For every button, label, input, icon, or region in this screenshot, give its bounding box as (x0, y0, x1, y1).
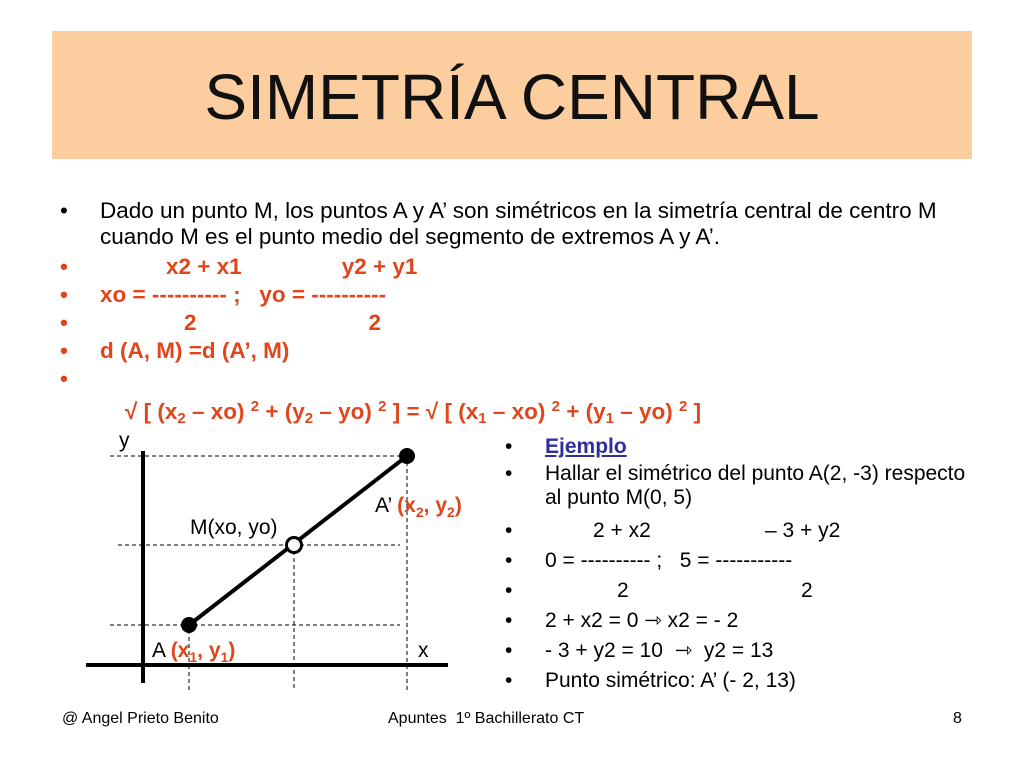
coord-part: , y (197, 639, 221, 662)
coord-part: (x (397, 494, 416, 517)
sqrt-part: ] (687, 399, 702, 424)
example-statement-item (505, 462, 975, 516)
bullet-numerators (60, 253, 970, 281)
point-m (287, 538, 302, 553)
point-a (181, 617, 197, 633)
example-numerator-y: – 3 + y2 (765, 519, 841, 542)
example-equation: 0 = ---------- ; 5 = ----------- (545, 549, 793, 572)
bullet-dot: • (60, 310, 68, 335)
x-axis-label: x (418, 639, 429, 662)
y-axis-label: y (119, 429, 130, 452)
example-solve-x-item (505, 606, 975, 636)
coord-part: ) (454, 494, 462, 517)
bullet-dot: • (505, 435, 513, 458)
denominator-y: 2 (368, 310, 382, 335)
example-equation-item (505, 546, 975, 576)
sqrt-sup: 2 (378, 398, 387, 415)
point-a-coord (171, 639, 236, 665)
example-heading: Ejemplo (545, 435, 627, 458)
example-solve-x: 2 + x2 = 0 ⇾ x2 = - 2 (545, 609, 739, 632)
midpoint-formula: xo = ---------- ; yo = ---------- (100, 282, 387, 307)
coord-sub: 1 (220, 649, 229, 665)
point-a2-coord (397, 494, 462, 520)
sqrt-part: – yo) (613, 399, 679, 424)
example-denominators-item (505, 576, 975, 606)
coord-sub: 2 (447, 504, 455, 520)
coord-sub: 2 (415, 504, 424, 520)
point-a-name: A (152, 639, 171, 662)
coord-part: , y (423, 494, 448, 517)
point-a-label (152, 639, 235, 665)
example-solve-y-item (505, 636, 975, 666)
bullet-dot: • (505, 462, 513, 485)
example-denominator-x: 2 (617, 579, 629, 602)
bullet-definition (60, 198, 970, 253)
sqrt-sub: 2 (177, 410, 186, 427)
example-solve-y: - 3 + y2 = 10 ⇾ y2 = 13 (545, 639, 774, 662)
bullet-dot: • (60, 254, 68, 279)
bullet-denominators (60, 309, 970, 337)
bullet-dot: • (505, 549, 513, 572)
coord-part: ) (228, 639, 236, 662)
sqrt-part: – yo) (313, 399, 379, 424)
bullet-dot: • (60, 366, 68, 391)
bullet-dot: • (60, 338, 68, 363)
definition-text: Dado un punto M, los puntos A y A’ son simétricos en la simetría central de centro M cuando M es el punto medio del segmento de extremos A y A’. (100, 198, 937, 249)
bullet-dot: • (505, 609, 513, 632)
slide-title: SIMETRÍA CENTRAL (204, 61, 820, 133)
coord-part: (x (170, 639, 190, 662)
example-bullets (505, 432, 975, 696)
numerator-x: x2 + x1 (166, 254, 242, 279)
bullet-dot: • (60, 198, 68, 223)
sqrt-sub: 1 (605, 410, 614, 427)
sqrt-part: √ [ (x (125, 399, 178, 424)
distance-text: d (A, M) =d (A’, M) (100, 338, 290, 363)
bullet-distance (60, 337, 970, 365)
sqrt-sup: 2 (678, 398, 688, 415)
example-numerator-x: 2 + x2 (593, 519, 651, 542)
point-a2-label (375, 494, 462, 520)
sqrt-sup: 2 (250, 398, 260, 415)
bullet-dot: • (505, 669, 513, 692)
denominator-x: 2 (184, 310, 197, 335)
bullet-dot: • (60, 282, 68, 307)
point-a2-name: A’ (375, 494, 398, 517)
bullet-dot: • (505, 519, 513, 542)
sqrt-part: – xo) (486, 399, 552, 424)
sqrt-part: + (y (559, 399, 606, 424)
point-a2 (399, 448, 415, 464)
sqrt-part: ] = √ [ (x (386, 399, 479, 424)
example-heading-item (505, 432, 975, 462)
example-result: Punto simétrico: A’ (- 2, 13) (545, 669, 796, 692)
footer-page-number: 8 (953, 710, 962, 727)
footer-author: @ Angel Prieto Benito (62, 710, 219, 727)
bullet-midpoint-formula (60, 281, 970, 309)
bullet-dot: • (505, 579, 513, 602)
bullet-dot: • (505, 639, 513, 662)
example-denominator-y: 2 (801, 579, 813, 602)
symmetry-diagram (0, 415, 500, 705)
title-band (52, 31, 972, 159)
example-result-item (505, 666, 975, 696)
numerator-y: y2 + y1 (341, 254, 418, 279)
sqrt-sub: 1 (478, 410, 487, 427)
sqrt-part: – xo) (185, 399, 251, 424)
point-m-label: M(xo, yo) (190, 516, 278, 539)
example-numerators-item (505, 516, 975, 546)
sqrt-part: + (y (259, 399, 305, 424)
sqrt-sub: 2 (304, 410, 314, 427)
footer-course: Apuntes 1º Bachillerato CT (388, 710, 585, 727)
example-statement: Hallar el simétrico del punto A(2, -3) respecto al punto M(0, 5) (545, 462, 966, 509)
coord-sub: 1 (189, 649, 198, 665)
sqrt-sup: 2 (551, 398, 560, 415)
